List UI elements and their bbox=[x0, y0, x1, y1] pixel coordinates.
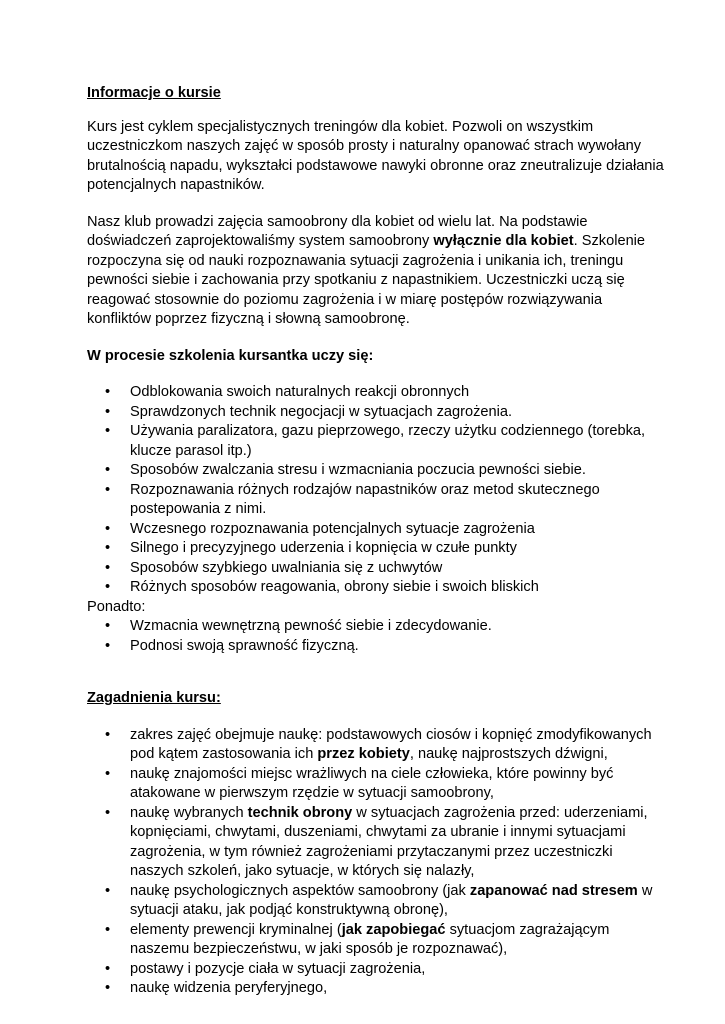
topics-heading: Zagadnienia kursu: bbox=[87, 690, 221, 706]
bullet-icon: • bbox=[105, 921, 111, 938]
list-item: • Różnych sposobów reagowania, obrony siebie i swoich bliskich bbox=[87, 578, 667, 598]
bullet-icon: • bbox=[105, 520, 111, 537]
learning-heading: W procesie szkolenia kursantka uczy się: bbox=[87, 347, 374, 364]
topics-list bbox=[87, 726, 667, 999]
intro-paragraph: Kurs jest cyklem specjalistycznych treningów dla kobiet. Pozwoli on wszystkim uczestniczkom naszych zajęć w sposób prosty i naturalny opanować strach wywołany brutalnością napadu, wykształci podstawowe nawyki obronne oraz zneutralizuje działania potencjalnych napastników. bbox=[87, 118, 664, 193]
course-info-heading: Informacje o kursie bbox=[87, 85, 221, 101]
list-item: • naukę psychologicznych aspektów samoobrony (jak zapanować nad stresem w sytuacji ataku, jak podjąć konstruktywną obronę), bbox=[105, 882, 653, 918]
list-item: • Wzmacnia wewnętrzną pewność siebie i zdecydowanie. bbox=[87, 617, 667, 637]
bullet-icon: • bbox=[105, 579, 111, 595]
bullet-icon: • bbox=[105, 540, 111, 556]
bullet-icon: • bbox=[105, 481, 111, 498]
list-item: • naukę znajomości miejsc wrażliwych na ciele człowieka, które powinny być atakowane w pierwszym rzędzie w sytuacji samoobrony, bbox=[105, 765, 614, 801]
bullet-icon: • bbox=[105, 423, 111, 439]
bullet-icon: • bbox=[105, 559, 111, 576]
list-item: • Sposobów zwalczania stresu i wzmacniania poczucia pewności siebie. bbox=[87, 461, 667, 481]
list-item: • Sprawdzonych technik negocjacji w sytuacjach zagrożenia. bbox=[87, 403, 667, 423]
bullet-icon: • bbox=[105, 462, 111, 478]
club-paragraph-text-a: Nasz klub prowadzi zajęcia samoobrony dla kobiet od wielu lat. Na podstawie doświadczeń zaprojektowaliśmy system samoobrony bbox=[87, 213, 588, 249]
list-item: • Rozpoznawania różnych rodzajów napastników oraz metod skutecznego postepowania z nimi. bbox=[105, 481, 600, 517]
list-item: • Wczesnego rozpoznawania potencjalnych sytuacje zagrożenia bbox=[87, 520, 667, 540]
bullet-icon: • bbox=[105, 765, 111, 782]
bullet-icon: • bbox=[105, 384, 111, 400]
bullet-icon: • bbox=[105, 618, 111, 634]
bullet-icon: • bbox=[105, 403, 111, 420]
bullet-icon: • bbox=[105, 980, 111, 996]
document-page bbox=[87, 84, 667, 999]
list-item: • Sposobów szybkiego uwalniania się z uchwytów bbox=[87, 559, 667, 579]
bullet-icon: • bbox=[105, 882, 111, 899]
list-item: • Odblokowania swoich naturalnych reakcji obronnych bbox=[87, 383, 667, 403]
club-paragraph bbox=[87, 213, 667, 330]
bullet-icon: • bbox=[105, 960, 111, 977]
list-item: • Silnego i precyzyjnego uderzenia i kopnięcia w czułe punkty bbox=[87, 539, 667, 559]
list-item: • Używania paralizatora, gazu pieprzowego, rzeczy użytku codziennego (torebka, klucze parasol itp.) bbox=[105, 423, 646, 459]
bullet-icon: • bbox=[105, 804, 111, 821]
moreover-label: Ponadto: bbox=[87, 598, 146, 615]
bullet-icon: • bbox=[105, 637, 111, 654]
club-paragraph-text-b: . Szkolenie rozpoczyna się od nauki rozpoznawania sytuacji zagrożenia i unikania ich, treningu pewności siebie i zachowania przy spotkaniu z napastnikiem. Uczestniczki uczą się reagować stosownie do poziomu zagrożenia i w miarę postępów rozwiązywania konfliktów poprzez fizyczną i słowną samoobronę. bbox=[87, 233, 646, 327]
list-item: • elementy prewencji kryminalnej (jak zapobiegać sytuacjom zagrażającym naszemu bezpieczeństwu, w jaki sposób je rozpoznawać), bbox=[105, 921, 610, 957]
list-item: • naukę wybranych technik obrony w sytuacjach zagrożenia przed: uderzeniami, kopnięciami, chwytami, duszeniami, chwytami za ubranie i innymi sytuacjami zagrożenia, w tym również zagrożeniami przytaczanymi przez uczestniczki naszych szkoleń, jako sytuacje, w których się nalazły, bbox=[105, 804, 648, 879]
moreover-list bbox=[87, 617, 667, 656]
list-item: • naukę widzenia peryferyjnego, bbox=[87, 979, 667, 999]
women-only-emphasis: wyłącznie dla kobiet bbox=[433, 233, 574, 249]
list-item: • Podnosi swoją sprawność fizyczną. bbox=[87, 637, 667, 657]
list-item: • zakres zajęć obejmuje naukę: podstawowych ciosów i kopnięć zmodyfikowanych pod kątem zastosowania ich przez kobiety, naukę najprostszych dźwigni, bbox=[105, 726, 652, 762]
bullet-icon: • bbox=[105, 726, 111, 743]
list-item: • postawy i pozycje ciała w sytuacji zagrożenia, bbox=[87, 960, 667, 980]
learning-list bbox=[87, 383, 667, 598]
